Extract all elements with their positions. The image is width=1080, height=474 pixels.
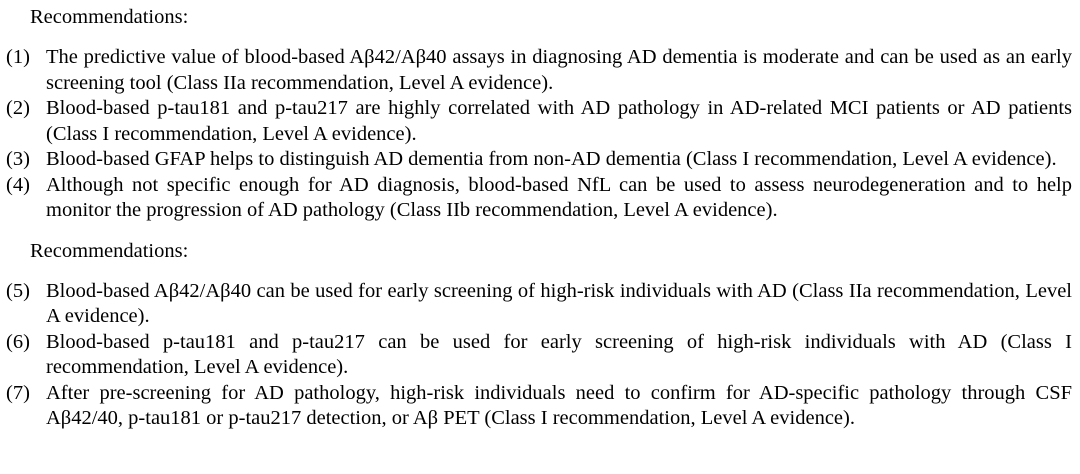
section-one-heading: Recommendations:	[30, 6, 189, 28]
list-item	[0, 173, 1080, 224]
list-item-text: The predictive value of blood-based Aβ42/Aβ40 assays in diagnosing AD dementia is moderate and can be used as an early screening tool (Class IIa recommendation, Level A evidence).	[46, 46, 1072, 94]
list-item-text: After pre-screening for AD pathology, high-risk individuals need to confirm for AD-specific pathology through CSF Aβ42/40, p-tau181 or p-tau217 detection, or Aβ PET (Class I recommendation, Level A evidence).	[46, 381, 1072, 429]
list-item	[0, 96, 1080, 147]
list-item-marker: (2)	[6, 97, 30, 119]
list-item	[0, 45, 1080, 96]
recommendations-section-one	[0, 4, 1080, 224]
list-item-marker: (1)	[6, 46, 30, 68]
list-item	[0, 147, 1080, 173]
list-item-marker: (4)	[6, 173, 30, 196]
recommendations-list-one	[0, 45, 1080, 224]
recommendations-list-two	[0, 279, 1080, 432]
section-gap	[0, 224, 1080, 238]
list-item	[0, 381, 1080, 432]
list-item	[0, 279, 1080, 330]
section-two-heading: Recommendations:	[30, 239, 189, 262]
heading-gap-two	[0, 264, 1080, 279]
heading-gap-one	[0, 30, 1080, 45]
list-item-marker: (5)	[6, 279, 30, 302]
list-item-text: Although not specific enough for AD diagnosis, blood-based NfL can be used to assess neurodegeneration and to help monitor the progression of AD pathology (Class IIb recommendation, Level A evidence).	[46, 173, 1072, 221]
list-item-text: Blood-based p-tau181 and p-tau217 can be used for early screening of high-risk individuals with AD (Class I recommendation, Level A evidence).	[46, 330, 1072, 378]
list-item-text: Blood-based GFAP helps to distinguish AD dementia from non-AD dementia (Class I recommendation, Level A evidence).	[46, 148, 1057, 170]
list-item-marker: (6)	[6, 330, 30, 353]
list-item-marker: (3)	[6, 148, 30, 170]
list-item-text: Blood-based p-tau181 and p-tau217 are highly correlated with AD pathology in AD-related MCI patients or AD patients (Class I recommendation, Level A evidence).	[46, 97, 1072, 145]
list-item-text: Blood-based Aβ42/Aβ40 can be used for early screening of high-risk individuals with AD (Class IIa recommendation, Level A evidence).	[46, 279, 1072, 327]
recommendations-section-two	[0, 238, 1080, 432]
list-item-marker: (7)	[6, 381, 30, 404]
list-item	[0, 330, 1080, 381]
